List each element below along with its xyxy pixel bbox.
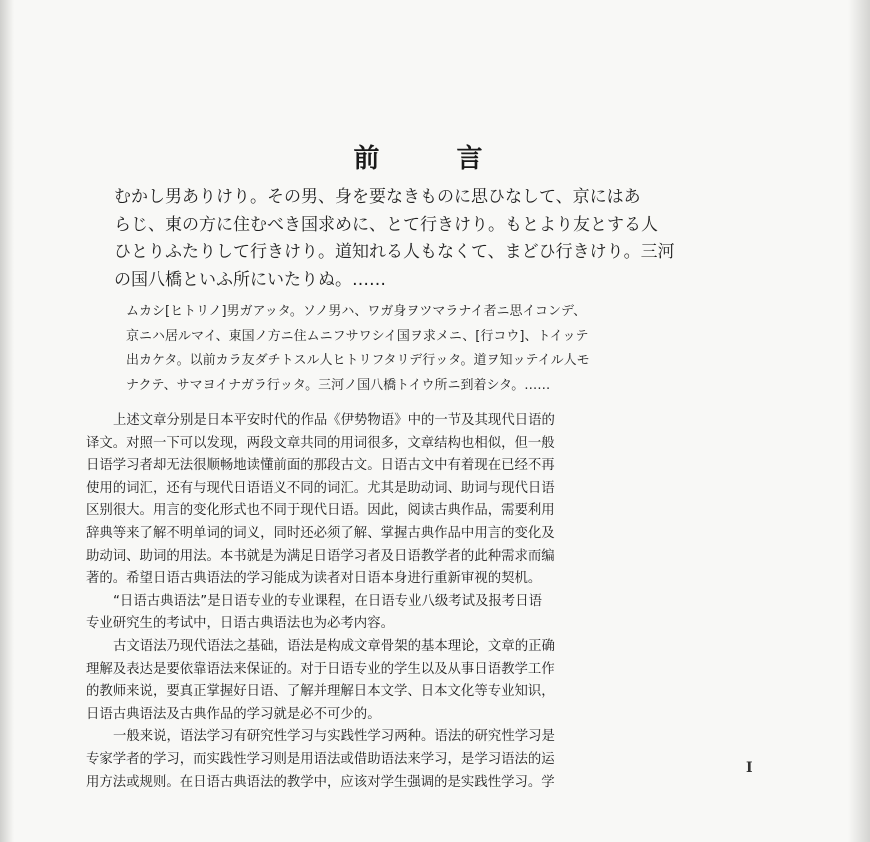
preface-body — [86, 410, 776, 794]
body-line: 理解及表达是要依靠语法来保证的。对于日语专业的学生以及从事日语教学工作 — [86, 661, 555, 677]
body-line: 古文语法乃现代语法之基础，语法是构成文章骨架的基本理论，文章的正确 — [113, 638, 555, 654]
modern-translation-passage — [126, 300, 766, 398]
translation-line: 京ニハ居ルマイ、東国ノ方ニ住ムニフサワシイ国ヲ求メニ、[行コウ]、トイッテ — [126, 328, 589, 344]
body-line: 助动词、助词的用法。本书就是为满足日语学习者及日语教学者的此种需求而编 — [86, 548, 555, 564]
japanese-line: らじ、東の方に住むべき国求めに、とて行きけり。もとより友とする人 — [114, 214, 658, 235]
page-title: 前 言 — [353, 144, 517, 174]
translation-line: ナクテ、サマヨイナガラ行ッタ。三河ノ国八橋トイウ所ニ到着シタ。…… — [126, 377, 551, 393]
body-line: 著的。希望日语古典语法的学习能成为读者对日语本身进行重新审视的契机。 — [86, 571, 542, 587]
body-line: 日语古典语法及古典作品的学习就是必不可少的。 — [86, 706, 381, 722]
translation-line: 出カケタ。以前カラ友ダチトスル人ヒトリフタリデ行ッタ。道ヲ知ッテイル人モ — [126, 353, 590, 368]
body-line: 上述文章分别是日本平安时代的作品《伊势物语》中的一节及其现代日语的 — [113, 413, 555, 428]
body-line: 一般来说，语法学习有研究性学习与实践性学习两种。语法的研究性学习是 — [113, 729, 555, 745]
page-edge-shadow-right — [848, 0, 870, 842]
body-line: 辞典等来了解不明单词的词义，同时还必须了解、掌握古典作品中用言的变化及 — [86, 525, 555, 541]
body-line: 日语学习者却无法很顺畅地读懂前面的那段古文。日语古文中有着现在已经不再 — [86, 458, 555, 474]
japanese-line: ひとりふたりして行きけり。道知れる人もなくて、まどひ行きけり。三河 — [114, 242, 675, 262]
japanese-line: むかし男ありけり。その男、身を要なきものに思ひなして、京にはあ — [114, 187, 641, 207]
body-line: 用方法或规则。在日语古典语法的教学中，应该对学生强调的是实践性学习。学 — [86, 774, 555, 790]
japanese-line: の国八橋といふ所にいたりぬ。…… — [114, 269, 386, 290]
body-line: 译文。对照一下可以发现，两段文章共同的用词很多，文章结构也相似，但一般 — [86, 435, 555, 451]
body-line: 区别很大。用言的变化形式也不同于现代日语。因此，阅读古典作品，需要利用 — [86, 503, 555, 519]
body-line: “日语古典语法”是日语专业的专业课程，在日语专业八级考试及报考日语 — [113, 593, 542, 609]
page-edge-shadow-left — [0, 0, 14, 842]
body-line: 使用的词汇，还有与现代日语语义不同的词汇。尤其是助动词、助词与现代日语 — [86, 480, 555, 496]
body-line: 专家学者的学习，而实践性学习则是用语法或借助语法来学习，是学习语法的运 — [86, 751, 555, 767]
japanese-original-passage — [114, 184, 774, 294]
page-number: I — [746, 760, 753, 776]
body-line: 专业研究生的考试中，日语古典语法也为必考内容。 — [86, 616, 394, 632]
translation-line: ムカシ[ヒトリノ]男ガアッタ。ソノ男ハ、ワガ身ヲツマラナイ者ニ思イコンデ、 — [126, 304, 587, 319]
body-line: 的教师来说，要真正掌握好日语、了解并理解日本文学、日本文化等专业知识， — [86, 684, 555, 700]
